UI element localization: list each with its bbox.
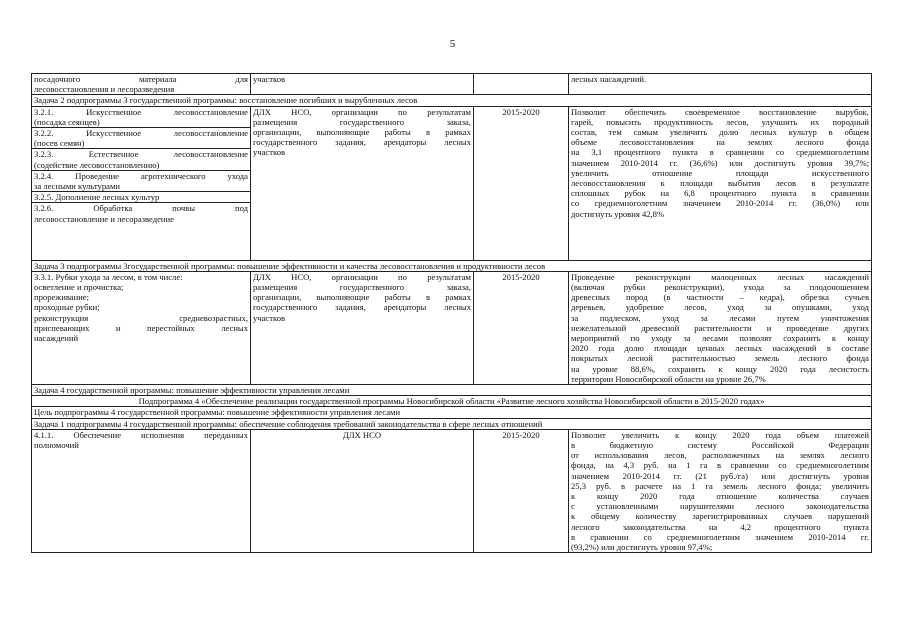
page-number: 5 [449, 38, 456, 50]
task-heading: Задача 2 подпрограммы 3 государственной программы: восстановление погибших и вырубленных лесов [32, 95, 872, 106]
executor-cell: ДЛХ НСО [251, 429, 474, 552]
measure-item: 3.2.3. Естественное лесовосстановление (содействие лесовосстановлению) [34, 149, 248, 170]
measure-cell: 3.3.1. Рубки ухода за лесом, в том числе: осветление и прочистка; прореживание; проходные рубки; реконструкция средневозрастных, приспевающих и перестойных лесных насаждений [32, 271, 251, 384]
measure-item: 3.2.2. Искусственное лесовосстановление (посев семян) [34, 128, 248, 149]
table-row [32, 271, 872, 384]
table-row [32, 74, 872, 95]
subprogram-row [32, 396, 872, 407]
task-row [32, 95, 872, 106]
task-row [32, 260, 872, 271]
result-cell: Позволит обеспечить своевременное восстановление вырубок, гарей, повысить продуктивность лесов, улучшить их породный состав, тем самым увеличить долю лесных культур в общем объеме лесовосстановления на землях лесного фонда на 3,1 процентного пункта в сравнении со среднемноголетним значением 2010-2014 гг. (36,6%) или достигнуть уровня 39,7%; увеличить отношение площади искусственного лесовосстановления к площади выбытия лесов в результате сплошных рубок на 6,8 процентного пункта в сравнении со среднемноголетним значением 2010-2014 гг. (36,0%) или достигнуть уровня 42,8% [569, 106, 872, 260]
task-heading: Задача 4 государственной программы: повышение эффективности управления лесами [32, 385, 872, 396]
measures-table-sheet [31, 73, 871, 553]
result-cell: лесных насаждений. [569, 74, 872, 95]
task-heading: Задача 3 подпрограммы 3государственной программы: повышение эффективности и качества лесовосстановления и продуктивности лесов [32, 260, 872, 271]
subprogram-heading: Подпрограмма 4 «Обеспечение реализации государственной программы Новосибирской области «Развитие лесного хозяйства Новосибирской области в 2015-2020 годах» [32, 396, 872, 407]
measure-cell: посадочного материала для лесовосстановления и лесоразведения [32, 74, 251, 95]
executor-cell: ДЛХ НСО, организации по результатам размещения государственного заказа, организации, выполняющие работы в рамках государственного задания, арендаторы лесных участков [251, 106, 474, 260]
goal-heading: Цель подпрограммы 4 государственной программы: повышение эффективности управления лесами [32, 407, 872, 418]
period-cell [474, 74, 569, 95]
measure-item: 3.2.4. Проведение агротехнического ухода за лесными культурами [34, 170, 248, 192]
executor-cell: ДЛХ НСО, организации по результатам размещения государственного заказа, организации, выполняющие работы в рамках государственного задания, арендаторы лесных участков [251, 271, 474, 384]
task-row [32, 418, 872, 429]
measure-cell: 4.1.1. Обеспечение исполнения переданных полномочий [32, 429, 251, 552]
table-row [32, 429, 872, 552]
goal-row [32, 407, 872, 418]
measure-cell [32, 106, 251, 260]
measure-item: 3.2.5. Дополнение лесных культур [32, 191, 250, 202]
table-row [32, 106, 872, 260]
result-cell: Позволит увеличить к концу 2020 года объем платежей в бюджетную систему Российской Федерации от использования лесов, расположенных на землях лесного фонда, на 4,3 руб. на 1 га в сравнении со среднемноголетним значением 2010-2014 гг. (21 руб./га) или достигнуть уровня 25,3 руб. в расчете на 1 га земель лесного фонда; увеличить к концу 2020 года отношение количества случаев с установленными нарушителями лесного законодательства к общему количеству зарегистрированных случаев нарушений лесного законодательства на 4,2 процентного пункта в сравнении со среднемноголетним значением 2010-2014 гг. (93,2%) или достигнуть уровня 97,4%; [569, 429, 872, 552]
executor-cell: участков [251, 74, 474, 95]
result-cell: Проведение реконструкции малоценных лесных насаждений (включая рубки реконструкции), ухода за плодоношением древесных пород (в частности – кедра), обрезка сучьев деревьев, удобрение лесов, уход за опушками, уход за подлеском, уход за лесами путем уничтожения нежелательной древесной растительности и проведение других мероприятий по уходу за лесами позволят сохранить к концу 2020 года долю площади ценных лесных насаждений в составе покрытых лесной растительностью земель лесного фонда на уровне 88,6%, сохранить к концу 2020 года лесистость территории Новосибирской области на уровне 26,7% [569, 271, 872, 384]
task-heading: Задача 1 подпрограммы 4 государственной программы: обеспечение соблюдения требований законодательства в сфере лесных отношений [32, 418, 872, 429]
measure-item: 3.2.6. Обработка почвы под лесовосстановление и лесоразведение [34, 203, 248, 224]
period-cell: 2015-2020 [474, 106, 569, 260]
period-cell: 2015-2020 [474, 429, 569, 552]
measure-item: 3.2.1. Искусственное лесовосстановление (посадка сеянцев) [34, 106, 248, 127]
measures-table [31, 73, 872, 553]
period-cell: 2015-2020 [474, 271, 569, 384]
task-row [32, 385, 872, 396]
